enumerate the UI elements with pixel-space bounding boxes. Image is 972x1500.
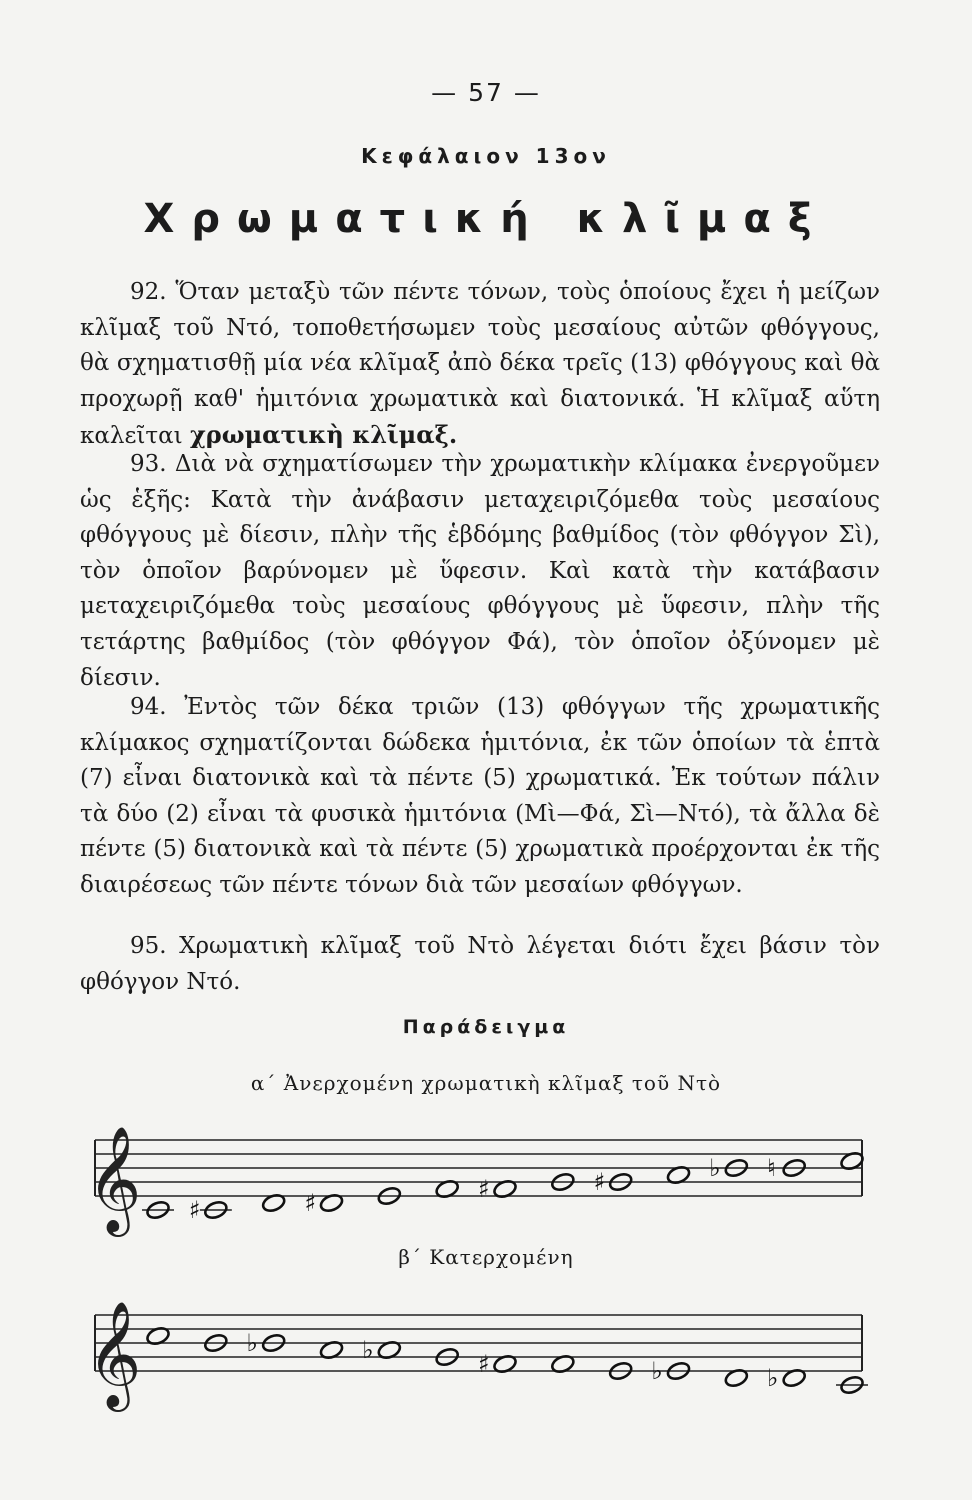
flat-sign: ♭ — [246, 1329, 258, 1357]
page-title: Χρωματική κλῖμαξ — [143, 196, 829, 242]
descending-caption: β΄ Κατερχομένη — [398, 1245, 574, 1269]
natural-sign: ♮ — [767, 1154, 776, 1182]
paragraph-93 — [80, 447, 880, 696]
sharp-sign: ♯ — [593, 1168, 606, 1196]
paragraph-92 — [80, 275, 880, 455]
paragraph-94-text: 94. Ἐντὸς τῶν δέκα τριῶν (13) φθόγγων τῆς χρωματικῆς κλίμακος σχηματίζονται δώδεκα ἡμιτόνια, ἐκ τῶν ὁποίων τὰ ἑπτὰ (7) εἶναι διατονικὰ καὶ τὰ πέντε (5) χρωματικά. Ἐκ τούτων πάλιν τὰ δύο (2) εἶναι τὰ φυσικὰ ἡμιτόνια (Μὶ—Φά, Σὶ—Ντό), τὰ ἄλλα δὲ πέντε (5) διατονικὰ καὶ τὰ πέντε (5) χρωματικὰ προέρχονται ἐκ τῆς διαιρέσεως τῶν πέντε τόνων διὰ τῶν μεσαίων φθόγγων. — [80, 694, 880, 898]
flat-sign: ♭ — [362, 1336, 374, 1364]
paragraph-92-term: χρωματικὴ κλῖμαξ. — [190, 420, 458, 450]
paragraph-95-text: 95. Χρωματικὴ κλῖμαξ τοῦ Ντὸ λέγεται διότι ἔχει βάσιν τὸν φθόγγον Ντό. — [80, 933, 880, 995]
descending-staff — [0, 1295, 972, 1425]
paragraph-94 — [80, 690, 880, 904]
sharp-sign: ♯ — [188, 1196, 201, 1224]
treble-clef-icon: 𝄞 — [87, 1300, 142, 1407]
paragraph-93-text: 93. Διὰ νὰ σχηματίσωμεν τὴν χρωματικὴν κλίμακα ἐνεργοῦμεν ὡς ἑξῆς: Κατὰ τὴν ἀνάβασιν μεταχειριζόμεθα τοὺς μεσαίους φθόγγους μὲ δίεσιν, πλὴν τῆς ἑβδόμης βαθμίδος (τὸν φθόγγον Σὶ), τὸν ὁποῖον βαρύνομεν μὲ ὕφεσιν. Καὶ κατὰ τὴν κατάβασιν μεταχειριζόμεθα τοὺς μεσαίους φθόγγους μὲ ὕφεσιν, πλὴν τῆς τετάρτης βαθμίδος (τὸν φθόγγον Φά), τὸν ὁποῖον ὀξύνομεν μὲ δίεσιν. — [80, 451, 880, 691]
example-heading: Παράδειγμα — [402, 1016, 570, 1038]
flat-sign: ♭ — [651, 1357, 663, 1385]
flat-sign: ♭ — [709, 1154, 721, 1182]
paragraph-92-text: 92. Ὅταν μεταξὺ τῶν πέντε τόνων, τοὺς ὁποίους ἔχει ἡ μείζων κλῖμαξ τοῦ Ντό, τοποθετήσωμεν τοὺς μεσαίους αὐτῶν φθόγγους, θὰ σχηματισθῇ μία νέα κλῖμαξ ἀπὸ δέκα τρεῖς (13) φθόγγους καὶ θὰ προχωρῇ καθ' ἡμιτόνια χρωματικὰ καὶ διατονικά. Ἡ κλῖμαξ αὕτη καλεῖται — [80, 279, 880, 450]
chapter-heading: Κεφάλαιον 13ον — [361, 144, 611, 168]
sharp-sign: ♯ — [478, 1350, 490, 1378]
ascending-staff — [0, 1120, 972, 1250]
flat-sign: ♭ — [767, 1364, 779, 1392]
ascending-caption: α΄ Ἀνερχομένη χρωματικὴ κλῖμαξ τοῦ Ντὸ — [250, 1071, 722, 1095]
page-number: — 57 — — [431, 78, 541, 107]
treble-clef-icon: 𝄞 — [87, 1125, 142, 1232]
paragraph-95 — [80, 929, 880, 1000]
sharp-sign: ♯ — [478, 1175, 490, 1203]
sharp-sign: ♯ — [304, 1189, 317, 1217]
